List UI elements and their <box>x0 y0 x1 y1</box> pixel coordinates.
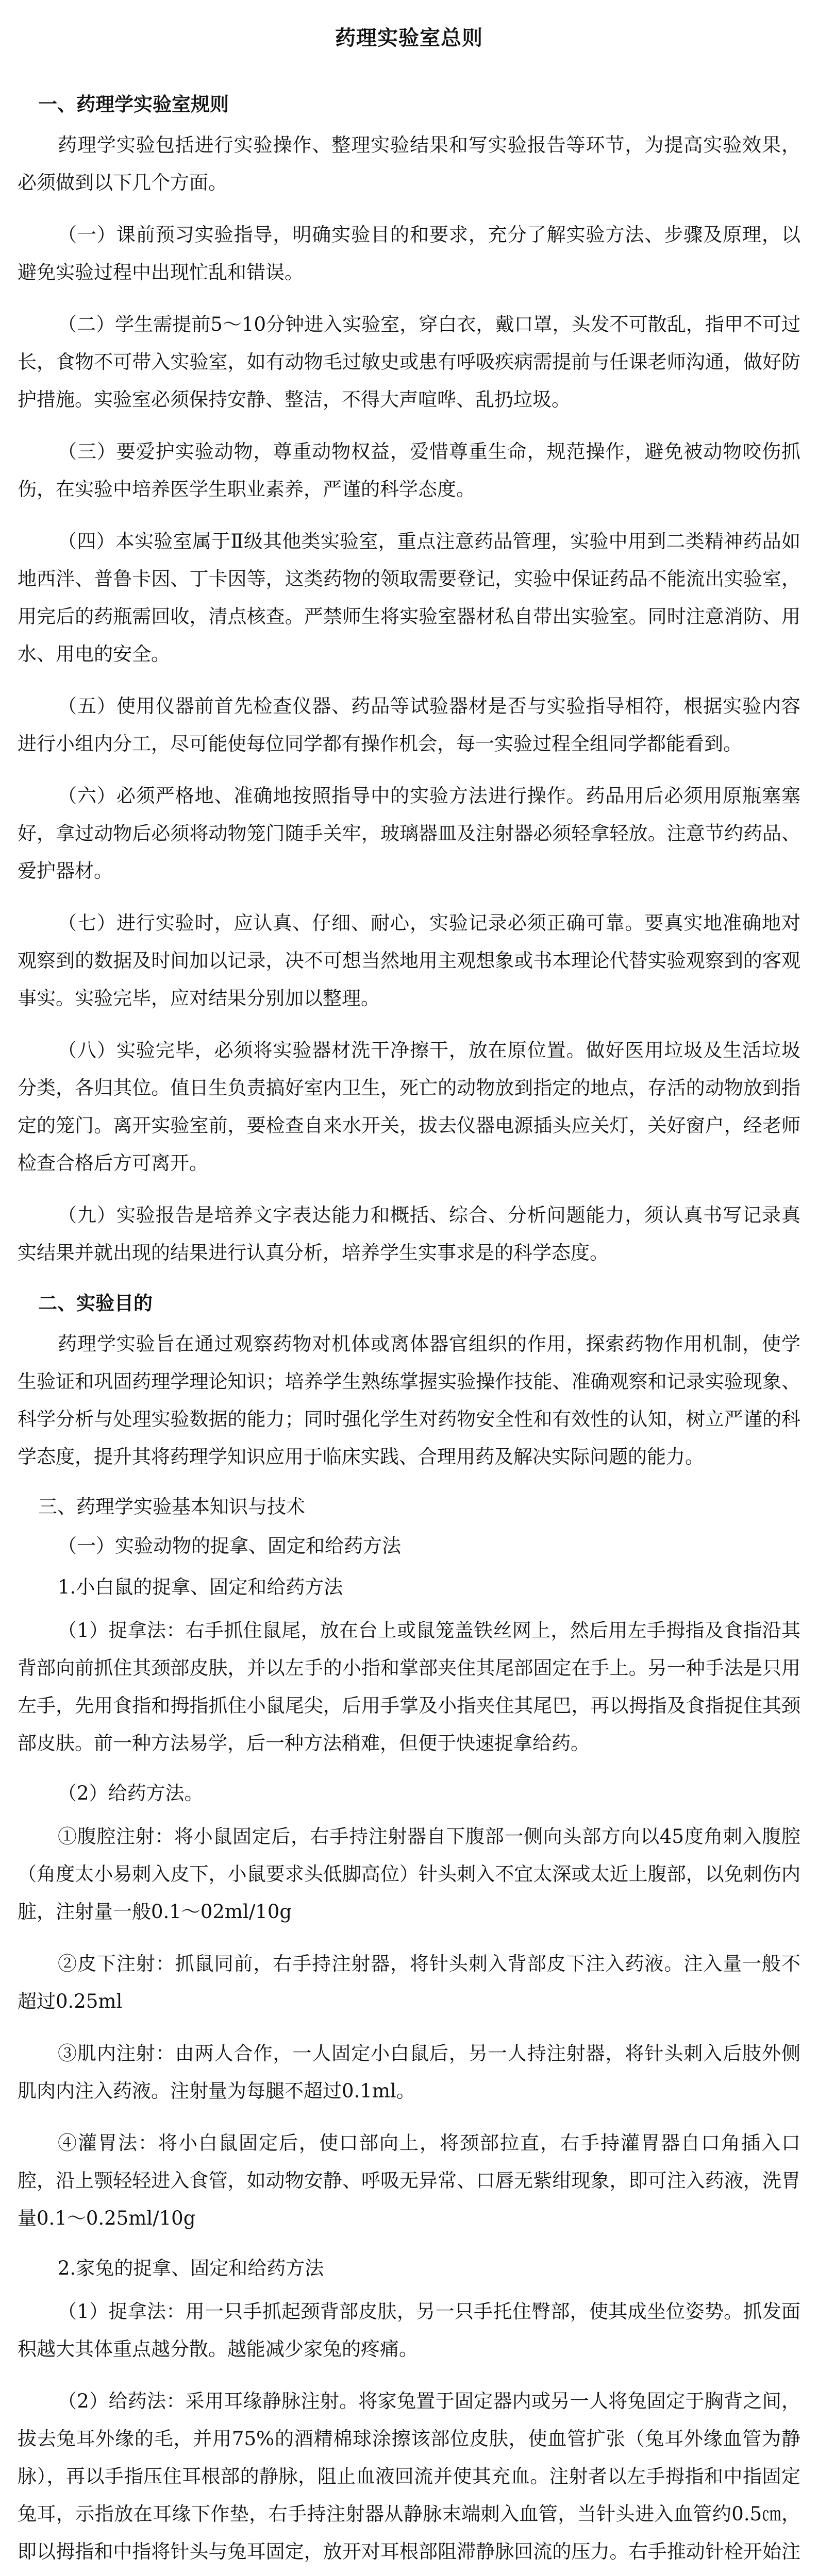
rabbit-admin-method: （2）给药法：采用耳缘静脉注射。将家兔置于固定器内或另一人将兔固定于胸背之间，拔去兔耳外缘的毛，并用75%的酒精棉球涂擦该部位皮肤，使血管扩张（兔耳外缘血管为静脉），再以手指压住耳根部的静脉，阻止血液回流并使其充血。注射者以左手拇指和中指固定兔耳，示指放在耳缘下作垫，右手持注射器从静脉末端刺入血管，当针头进入血管约0.5㎝，即以拇指和中指将针头与兔耳固定，放开对耳根部阻滞静脉回流的压力。右手推动针栓开始注 <box>18 2390 800 2563</box>
rule-item-2: （二）学生需提前5～10分钟进入实验室，穿白衣，戴口罩，头发不可散乱，指甲不可过长，食物不可带入实验室，如有动物毛过敏史或患有呼吸疾病需提前与任课老师沟通，做好防护措施。实验室必须保持安静、整洁，不得大声喧哗、乱扔垃圾。 <box>18 313 800 411</box>
mouse-catch-method: （1）捉拿法：右手抓住鼠尾，放在台上或鼠笼盖铁丝网上，然后用左手拇指及食指沿其背部向前抓住其颈部皮肤，并以左手的小指和掌部夹住其尾部固定在手上。另一种手法是只用左手，先用食指和拇指抓住小鼠尾尖，后用手掌及小指夹住其尾巴，再以拇指及食指捉住其颈部皮肤。前一种方法易学，后一种方法稍难，但便于快速捉拿给药。 <box>18 1619 800 1754</box>
mouse-admin-heading: （2）给药方法。 <box>58 1782 204 1804</box>
document-title: 药理实验室总则 <box>335 26 483 50</box>
section-2-text: 药理学实验旨在通过观察药物对机体或离体器官组织的作用，探索药物作用机制，使学生验证和巩固药理学理论知识；培养学生熟练掌握实验操作技能、准确观察和记录实验现象、科学分析与处理实验数据的能力；同时强化学生对药物安全性和有效性的认知，树立严谨的科学态度，提升其将药理学知识应用于临床实践、合理用药及解决实际问题的能力。 <box>18 1333 800 1468</box>
rule-item-3: （三）要爱护实验动物，尊重动物权益，爱惜尊重生命，规范操作，避免被动物咬伤抓伤，在实验中培养医学生职业素养，严谨的科学态度。 <box>18 440 800 500</box>
mouse-admin-gavage: ④灌胃法：将小白鼠固定后，使口部向上，将颈部拉直，右手持灌胃器自口角插入口腔，沿上颚轻轻进入食管，如动物安静、呼吸无异常、口唇无紫绀现象，即可注入药液，洗胃量0.1～0.25ml/10g <box>18 2132 800 2229</box>
rule-item-4: （四）本实验室属于Ⅱ级其他类实验室，重点注意药品管理，实验中用到二类精神药品如地西泮、普鲁卡因、丁卡因等，这类药物的领取需要登记，实验中保证药品不能流出实验室，用完后的药瓶需回收，清点核查。严禁师生将实验室器材私自带出实验室。同时注意消防、用水、用电的安全。 <box>18 530 800 665</box>
section-2-heading: 二、实验目的 <box>38 1292 153 1314</box>
mouse-admin-subcutaneous: ②皮下注射：抓鼠同前，右手持注射器，将针头刺入背部皮下注入药液。注入量一般不超过0.25ml <box>18 1953 800 2012</box>
rule-item-7: （七）进行实验时，应认真、仔细、耐心，实验记录必须正确可靠。要真实地准确地对观察到的数据及时间加以记录，决不可想当然地用主观想象或书本理论代替实验观察到的客观事实。实验完毕，应对结果分别加以整理。 <box>18 912 800 1009</box>
rule-item-8: （八）实验完毕，必须将实验器材洗干净擦干，放在原位置。做好医用垃圾及生活垃圾分类，各归其位。值日生负责搞好室内卫生，死亡的动物放到指定的地点，存活的动物放到指定的笼门。离开实验室前，要检查自来水开关，拔去仪器电源插头应关灯，关好窗户，经老师检查合格后方可离开。 <box>18 1039 800 1174</box>
mouse-admin-intramuscular: ③肌内注射：由两人合作，一人固定小白鼠后，另一人持注射器，将针头刺入后肢外侧肌肉内注入药液。注射量为每腿不超过0.1ml。 <box>18 2042 800 2102</box>
rule-item-6: （六）必须严格地、准确地按照指导中的实验方法进行操作。药品用后必须用原瓶塞塞好，拿过动物后必须将动物笼门随手关牢，玻璃器皿及注射器必须轻拿轻放。注意节约药品、爱护器材。 <box>18 785 800 882</box>
mouse-handling-heading: 1.小白鼠的捉拿、固定和给药方法 <box>58 1576 343 1598</box>
rule-item-5: （五）使用仪器前首先检查仪器、药品等试验器材是否与实验指导相符，根据实验内容进行小组内分工，尽可能使每位同学都有操作机会，每一实验过程全组同学都能看到。 <box>18 695 800 755</box>
section-1-heading: 一、药理学实验室规则 <box>38 93 229 115</box>
rabbit-handling-heading: 2.家兔的捉拿、固定和给药方法 <box>58 2257 324 2279</box>
section-3-heading: 三、药理学实验基本知识与技术 <box>38 1496 305 1518</box>
section-1-intro: 药理学实验包括进行实验操作、整理实验结果和写实验报告等环节，为提高实验效果，必须做到以下几个方面。 <box>18 134 800 194</box>
subsection-animal-handling-heading: （一）实验动物的捉拿、固定和给药方法 <box>58 1535 401 1557</box>
rabbit-catch-method: （1）捉拿法：用一只手抓起颈背部皮肤，另一只手托住臀部，使其成坐位姿势。抓发面积越大其体重点越分散。越能减少家兔的疼痛。 <box>18 2300 800 2360</box>
rule-item-9: （九）实验报告是培养文字表达能力和概括、综合、分析问题能力，须认真书写记录真实结果并就出现的结果进行认真分析，培养学生实事求是的科学态度。 <box>18 1204 800 1264</box>
rule-item-1: （一）课前预习实验指导，明确实验目的和要求，充分了解实验方法、步骤及原理，以避免实验过程中出现忙乱和错误。 <box>18 224 800 283</box>
mouse-admin-intraperitoneal: ①腹腔注射：将小鼠固定后，右手持注射器自下腹部一侧向头部方向以45度角刺入腹腔（角度太小易刺入皮下，小鼠要求头低脚高位）针头刺入不宜太深或太近上腹部，以免刺伤内脏，注射量一般0.1～02ml/10g <box>18 1825 800 1923</box>
